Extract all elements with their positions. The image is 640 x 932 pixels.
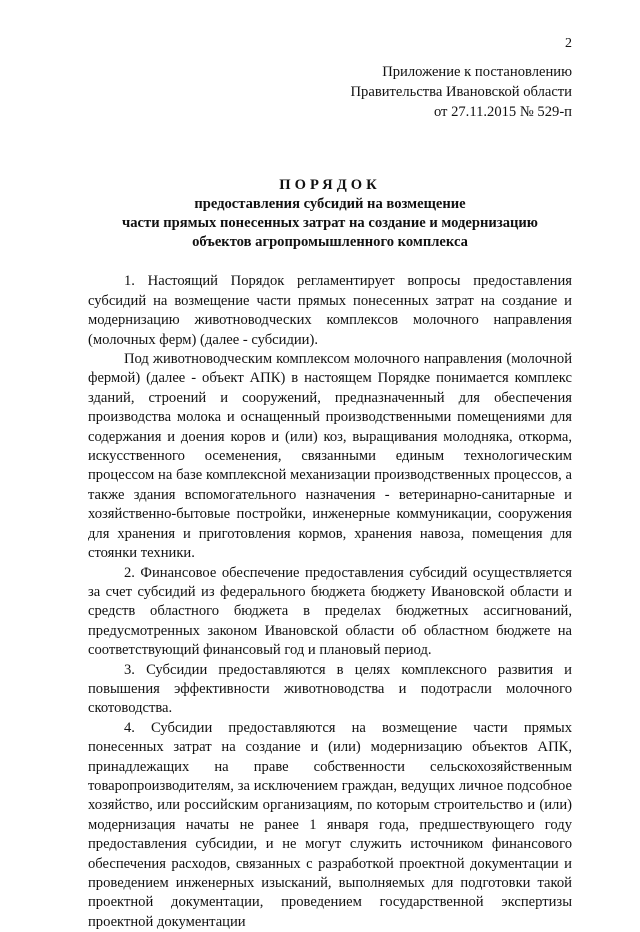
paragraph-2: Под животноводческим комплексом молочного направления (молочной фермой) (далее - объект АПК) в настоящем Порядке понимается комплекс зданий, строений и сооружений, предназначенный для обеспечения производства молока и оснащенный производственными помещениями для содержания и доения коров и (или) коз, выращивания молодняка, откорма, искусственного осеменения, связанными единым технологическим процессом на базе комплексной механизации производственных процессов, а также здания вспомогательного назначения - ветеринарно-санитарные и хозяйственно-бытовые постройки, инженерные коммуникации, сооружения для хранения и приготовления кормов, хранения навоза, помещения для стоянки техники.	[88, 351, 572, 562]
document-subtitle	[88, 195, 572, 252]
subtitle-line-3: объектов агропромышленного комплекса	[192, 234, 468, 251]
page-number: 2	[565, 36, 572, 51]
paragraph-5: 4. Субсидии предоставляются на возмещение части прямых понесенных затрат на создание и (или) модернизацию объектов АПК, принадлежащих на праве собственности сельскохозяйственным товаропроизводителям, за исключением граждан, ведущих личное подсобное хозяйство, или российским организациям, по которым строительство и (или) модернизация начаты не ранее 1 января года, предшествующего году предоставления субсидии, и не могут служить источником финансового обеспечения расходов, связанных с разработкой проектной документации и проведением инженерных изысканий, выполняемых для подготовки такой проектной документации, проведением государственной экспертизы проектной документации	[88, 719, 572, 930]
paragraph-3: 2. Финансовое обеспечение предоставления субсидий осуществляется за счет субсидий из федерального бюджета бюджету Ивановской области и средств областного бюджета в пределах бюджетных ассигнований, предусмотренных законом Ивановской области об областном бюджете на соответствующий финансовый год и плановый период.	[88, 564, 572, 659]
appendix-line-3: от 27.11.2015 № 529-п	[433, 104, 572, 120]
appendix-block	[88, 62, 572, 122]
appendix-line-1: Приложение к постановлению	[382, 64, 572, 80]
paragraph-4: 3. Субсидии предоставляются в целях комплексного развития и повышения эффективности животноводства и подотрасли молочного скотоводства.	[88, 661, 572, 717]
document-title: ПОРЯДОК	[279, 177, 381, 193]
paragraph-1: 1. Настоящий Порядок регламентирует вопросы предоставления субсидий на возмещение части прямых понесенных затрат на создание и модернизацию животноводческих комплексов молочного направления (молочных ферм) (далее - субсидии).	[88, 273, 572, 348]
subtitle-line-2: части прямых понесенных затрат на создание и модернизацию	[122, 215, 538, 232]
subtitle-line-1: предоставления субсидий на возмещение	[194, 196, 466, 213]
appendix-line-2: Правительства Ивановской области	[350, 84, 572, 100]
document-body	[88, 272, 572, 932]
